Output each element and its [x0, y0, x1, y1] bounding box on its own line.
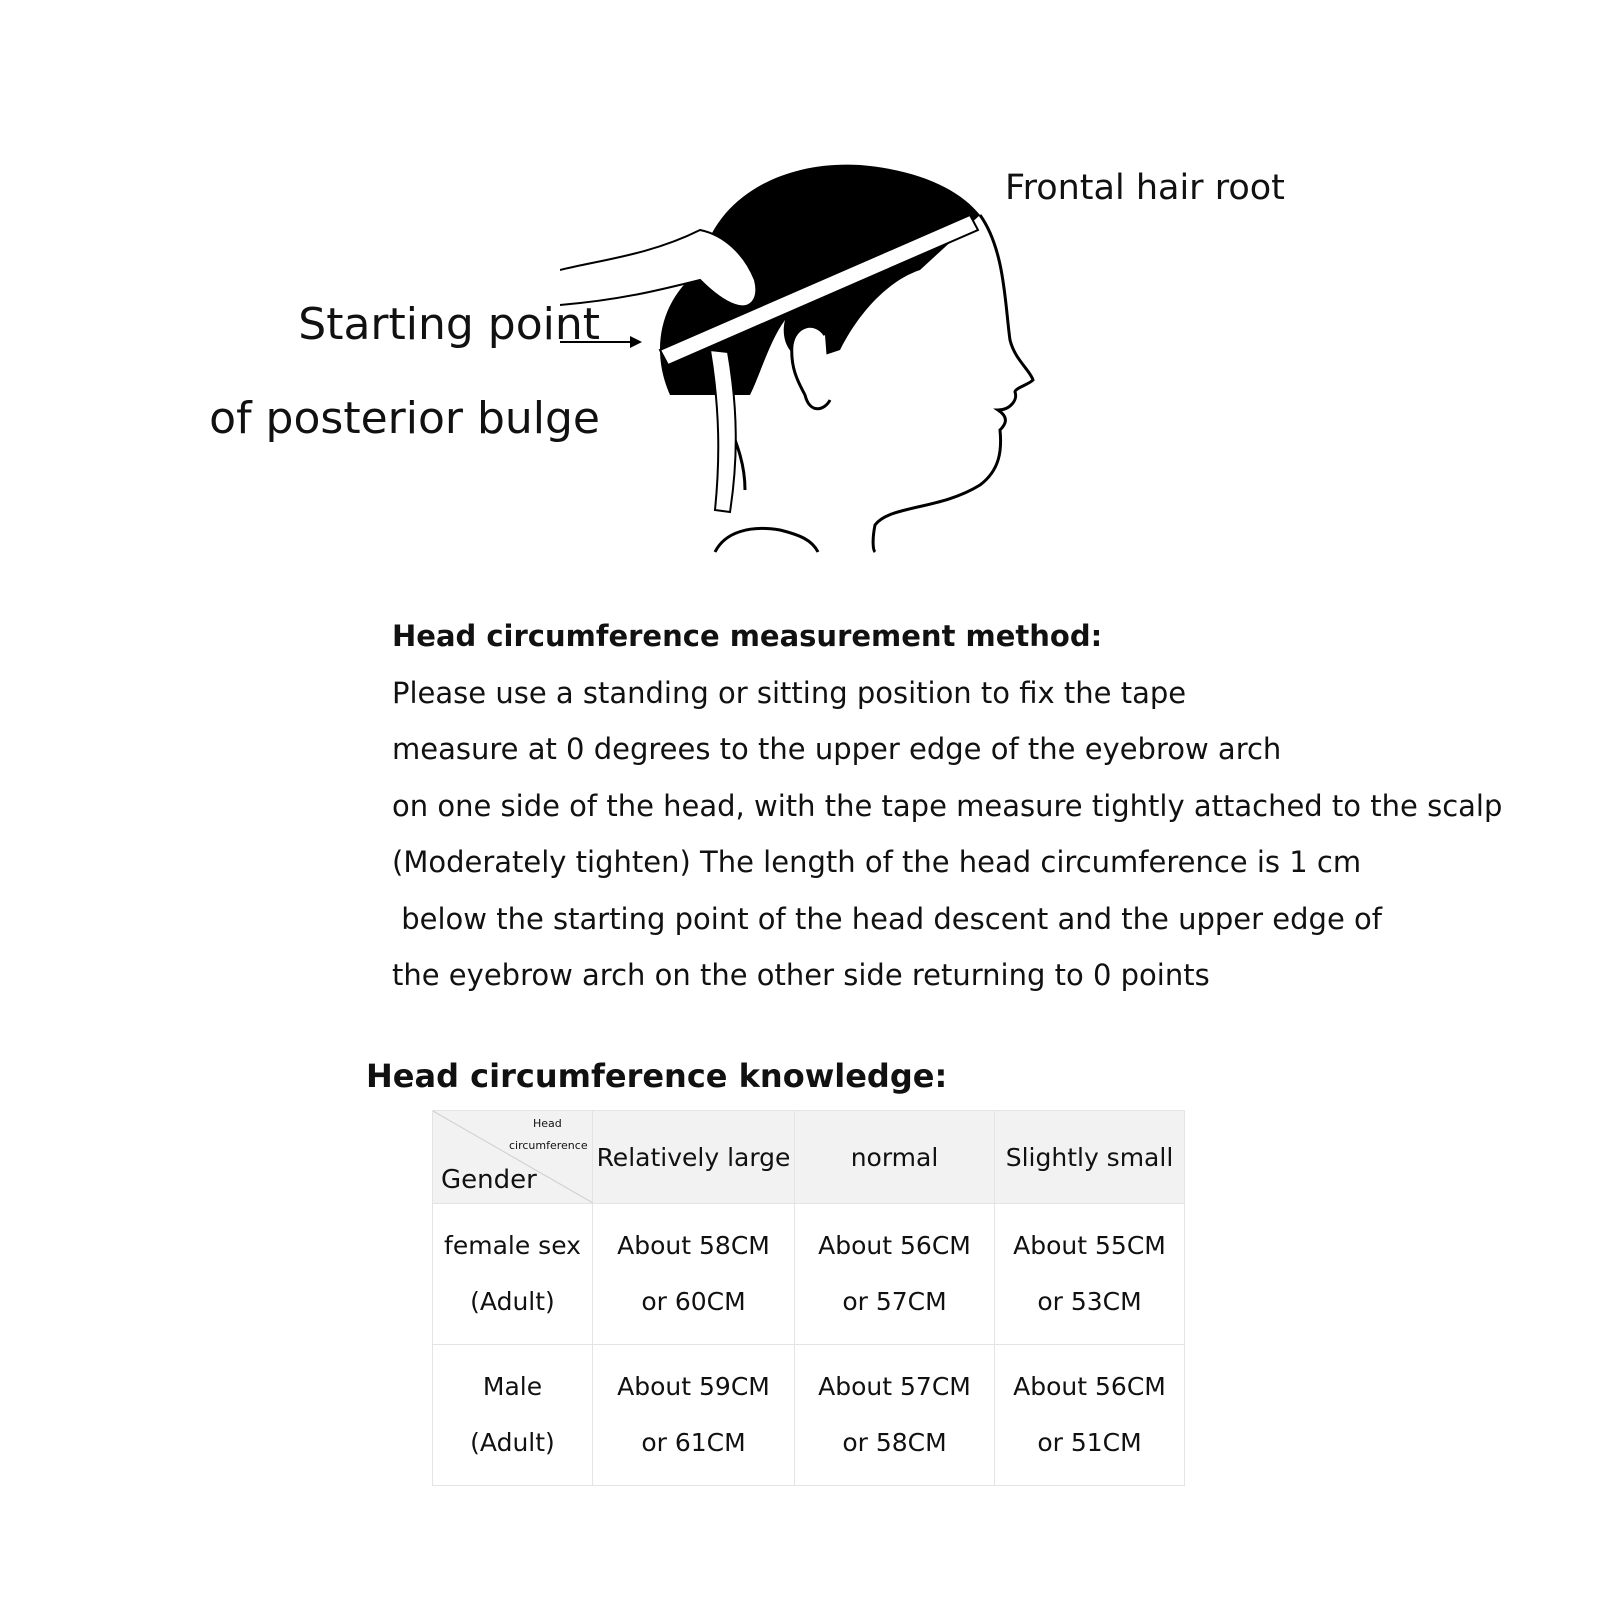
size-alt-value: or 51CM — [1037, 1428, 1142, 1457]
gender-sublabel: (Adult) — [470, 1428, 555, 1457]
method-line: the eyebrow arch on the other side returning to 0 points — [392, 958, 1210, 992]
size-value: About 58CM — [617, 1231, 770, 1260]
method-line: Please use a standing or sitting position to fix the tape — [392, 675, 1187, 710]
measurement-method-block — [392, 608, 1592, 1004]
method-line: measure at 0 degrees to the upper edge of the eyebrow arch — [392, 732, 1282, 766]
frontal-hair-root-label: Frontal hair root — [1005, 168, 1285, 208]
size-value: About 56CM — [1013, 1372, 1166, 1401]
gender-sublabel: (Adult) — [470, 1287, 555, 1316]
gender-label: Male — [482, 1372, 543, 1401]
method-line: (Moderately tighten) The length of the head circumference is 1 cm — [392, 845, 1362, 879]
starting-point-line2: of posterior bulge — [209, 393, 600, 444]
method-line: below the starting point of the head descent and the upper edge of — [392, 901, 1382, 936]
head-size-table — [432, 1110, 1185, 1486]
size-cell — [795, 1204, 995, 1345]
method-line: on one side of the head, with the tape measure tightly attached to the scalp — [392, 788, 1503, 823]
size-alt-value: or 58CM — [842, 1428, 947, 1457]
method-title: Head circumference measurement method: — [392, 619, 1103, 653]
head-measurement-illustration — [560, 160, 1080, 570]
corner-header-cell — [433, 1111, 593, 1204]
size-cell — [795, 1345, 995, 1486]
size-alt-value: or 60CM — [641, 1287, 746, 1316]
size-value: About 59CM — [617, 1372, 770, 1401]
corner-gender-label: Gender — [441, 1165, 537, 1195]
size-value: About 55CM — [1013, 1231, 1166, 1260]
gender-label: female sex — [444, 1231, 581, 1260]
knowledge-title: Head circumference knowledge: — [366, 1057, 948, 1095]
size-value: About 57CM — [818, 1372, 971, 1401]
gender-cell — [433, 1204, 593, 1345]
size-alt-value: or 61CM — [641, 1428, 746, 1457]
size-value: About 56CM — [818, 1231, 971, 1260]
size-cell — [995, 1204, 1185, 1345]
size-alt-value: or 57CM — [842, 1287, 947, 1316]
column-header: normal — [795, 1111, 995, 1204]
starting-point-line1: Starting point — [298, 299, 600, 350]
column-header: Slightly small — [995, 1111, 1185, 1204]
table-row — [433, 1345, 1185, 1486]
column-header: Relatively large — [593, 1111, 795, 1204]
corner-circumference-label: circumference — [509, 1139, 588, 1152]
size-cell — [593, 1345, 795, 1486]
table-row — [433, 1204, 1185, 1345]
starting-point-label — [200, 278, 600, 466]
gender-cell — [433, 1345, 593, 1486]
size-cell — [995, 1345, 1185, 1486]
size-cell — [593, 1204, 795, 1345]
corner-head-label: Head — [533, 1117, 562, 1130]
size-alt-value: or 53CM — [1037, 1287, 1142, 1316]
table-header-row — [433, 1111, 1185, 1204]
